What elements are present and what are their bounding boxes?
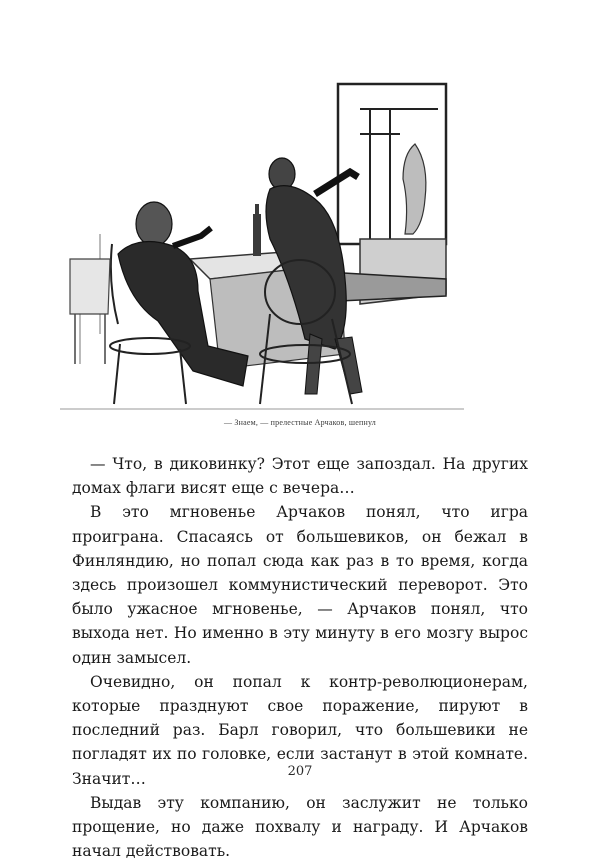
body-text	[72, 452, 528, 863]
paragraph: В это мгновенье Арчаков понял, что игра проиграна. Спасаясь от большевиков, он бежал в Финляндию, но попал сюда как раз в то время, когда здесь произошел коммунистический переворот. Это было ужасное мгновенье, — Арчаков понял, что выхода нет. Но именно в эту минуту в его мозгу вырос один замысел.	[72, 503, 528, 667]
book-illustration	[60, 64, 464, 440]
paragraph: — Что, в диковинку? Этот еще запоздал. На других домах флаги висят еще с вечера…	[72, 455, 528, 498]
illustration-caption: — Знаем, — прелестные Арчаков, шепнул	[223, 418, 376, 427]
paragraph: Выдав эту компанию, он заслужит не только прощение, но даже похвалу и награду. И Арчаков начал действовать.	[72, 793, 528, 861]
page-number: 207	[287, 764, 313, 779]
illustration-drawing	[60, 64, 464, 440]
paragraph: Очевидно, он попал к контр-революционерам, которые празднуют свое поражение, пируют в последний раз. Барл говорил, что большевики не погладят их по головке, если застанут в этой комнате. Значит…	[72, 672, 528, 788]
